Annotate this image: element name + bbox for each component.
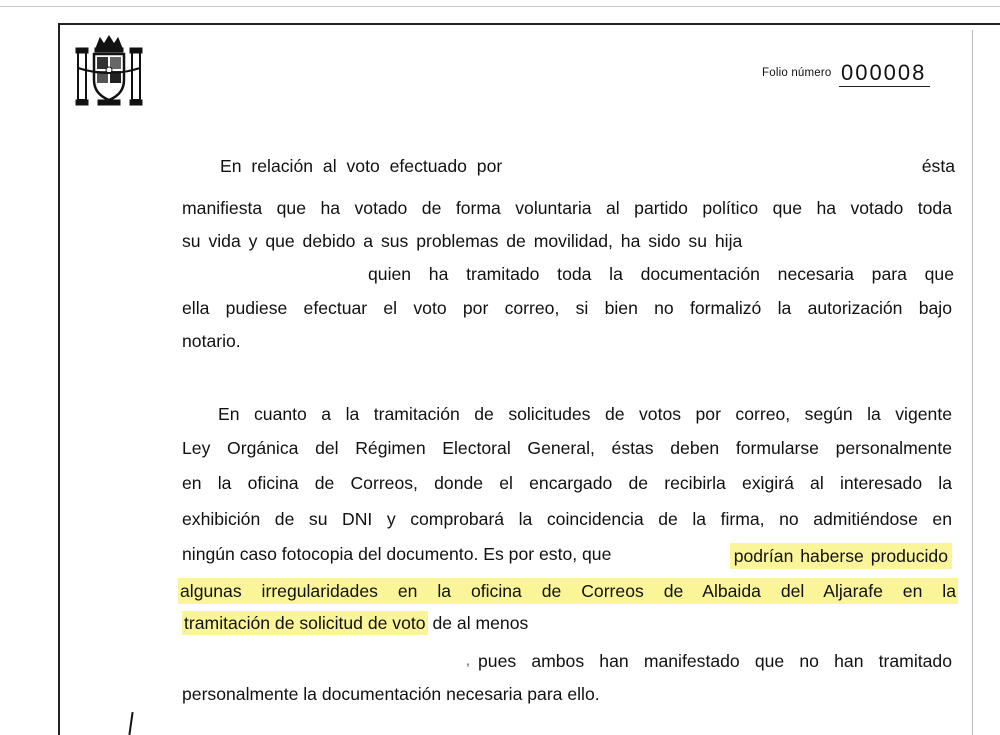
p2-line8: pues ambos han manifestado que no han tramitado (478, 651, 952, 671)
p2-line4: exhibición de su DNI y comprobará la coincidencia de la firma, no admitiéndose en (182, 509, 952, 529)
coat-of-arms-icon (74, 34, 144, 108)
p2-line2: Ley Orgánica del Régimen Electoral General, éstas deben formularse personalmente (182, 438, 952, 458)
p1-line2: manifiesta que ha votado de forma voluntaria al partido político que ha votado toda (182, 198, 952, 218)
p1-line5: ella pudiese efectuar el voto por correo, si bien no formalizó la autorización bajo (182, 298, 952, 318)
p2-line5-plain: ningún caso fotocopia del documento. Es por esto, que (182, 544, 612, 564)
folio-number (762, 60, 930, 87)
p2-line7-plain: de al menos (432, 613, 529, 633)
folio-label: Folio número (762, 67, 832, 79)
page-border-top (58, 23, 1000, 25)
p2-line5 (182, 543, 952, 565)
scan-edge (0, 6, 1000, 7)
p1-line3: su vida y que debido a sus problemas de movilidad, ha sido su hija (182, 231, 743, 251)
pen-mark (128, 712, 133, 735)
page-border-left (58, 23, 60, 735)
highlight-segment-1: podrían haberse producido (730, 543, 952, 569)
folio-value: 000008 (839, 60, 930, 87)
p1-line4: quien ha tramitado toda la documentación necesaria para que (368, 264, 954, 284)
p2-line9: personalmente la documentación necesaria para ello. (182, 684, 600, 704)
highlight-segment-3: tramitación de solicitud de voto (184, 613, 426, 633)
page-border-right (972, 30, 973, 735)
p2-line7 (182, 612, 952, 634)
highlight-segment-2: algunas irregularidades en la oficina de Correos de Albaida del Aljarafe en la (178, 578, 958, 604)
p2-line3: en la oficina de Correos, donde el encargado de recibirla exigirá al interesado la (182, 473, 952, 493)
p1-line6: notario. (182, 331, 241, 351)
p1-line1-start: En relación al voto efectuado por (220, 156, 503, 176)
p1-line1-end: ésta (921, 156, 955, 176)
p2-line1: En cuanto a la tramitación de solicitudes de votos por correo, según la vigente (218, 404, 952, 424)
p1-line1 (220, 155, 955, 177)
stray-mark: , (466, 652, 470, 668)
